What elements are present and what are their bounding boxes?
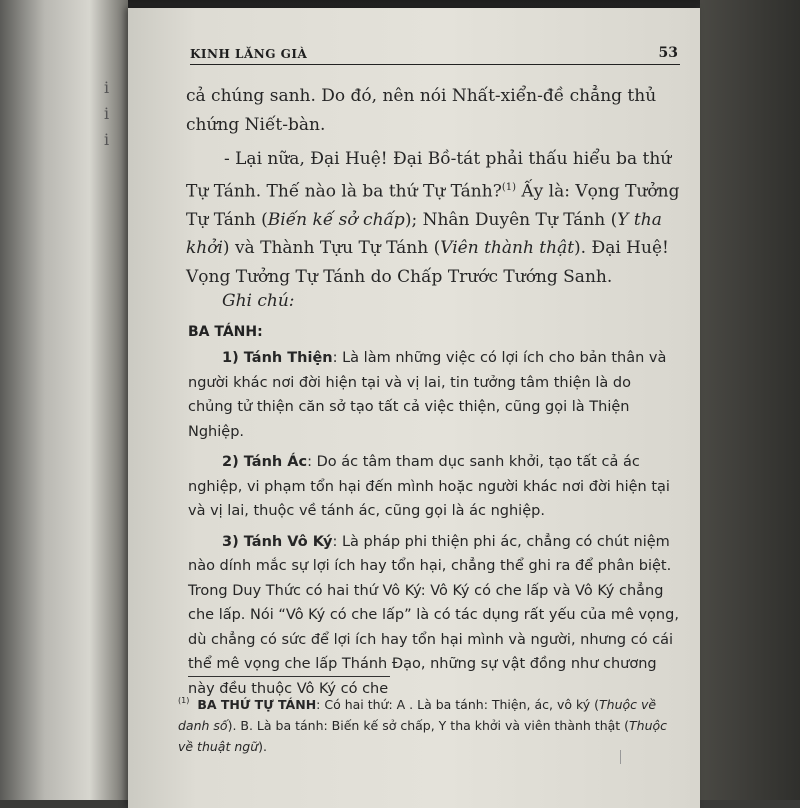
footnote-ref: (1): [501, 181, 516, 193]
footnote-text: ). B. Là ba tánh: Biến kế sở chấp, Y tha khởi và viên thành thật (: [227, 718, 630, 733]
section-heading: BA TÁNH:: [188, 324, 263, 340]
running-header: [190, 42, 680, 65]
edge-letter: i: [104, 104, 110, 123]
note-label: Ghi chú:: [222, 291, 295, 311]
note-term: 1) Tánh Thiện: [222, 350, 333, 366]
paragraph-2-text: ) và Thành Tựu Tự Tánh (: [222, 238, 441, 259]
note-term: 3) Tánh Vô Ký: [222, 533, 333, 550]
footnote-divider: [188, 676, 390, 677]
italic-term: Y tha khởi: [186, 209, 662, 259]
note-item: [188, 346, 680, 444]
adjacent-page-edge: [0, 0, 128, 800]
footnote-text: ).: [258, 739, 267, 754]
paragraph-2: [186, 145, 686, 291]
book-title: KINH LĂNG GIÀ: [190, 47, 308, 61]
note-text: : Do ác tâm tham dục sanh khởi, tạo tất cả ác nghiệp, vi phạm tổn hại đến mình hoặc người khác nơi đời hiện tại và vị lai, thuộc về tánh ác, cũng gọi là ác nghiệp.: [188, 454, 670, 519]
footnote-italic: Thuộc về danh số: [178, 697, 657, 733]
paragraph-2-text: - Lại nữa, Đại Huệ! Đại Bồ-tát phải thấu hiểu ba thứ Tự Tánh. Thế nào là ba thứ Tự Tánh?: [186, 149, 672, 202]
background-right: [700, 0, 800, 800]
note-item: [188, 450, 680, 524]
italic-term: Biến kế sở chấp: [267, 209, 405, 230]
edge-letter: i: [104, 78, 110, 97]
paragraph-2-text: ); Nhân Duyên Tự Tánh (: [404, 209, 618, 230]
notes-list: [188, 346, 680, 707]
main-text: [186, 82, 686, 291]
italic-term: Viên thành thật: [440, 238, 575, 259]
note-text: : Là pháp phi thiện phi ác, chẳng có chút niệm nào dính mắc sự lợi ích hay tổn hại, chẳng thể ghi ra để phân biệt. Trong Duy Thức có hai thứ Vô Ký: Vô Ký có che lấp và Vô Ký chẳng che lấp. Nói “Vô Ký có che lấp” là có tác dụng rất yếu của mê vọng, dù chẳng có sức để lợi ích hay tổn hại mình và người, nhưng có cái thể mê vọng che lấp Thánh Đạo, những sự vật đồng như chương này đều thuộc Vô Ký có che: [188, 533, 679, 697]
footnote-term: BA THỨ TỰ TÁNH: [197, 697, 317, 712]
edge-letter: i: [104, 130, 110, 149]
paragraph-2-text: Ấy là: Vọng Tưởng Tự Tánh (: [186, 181, 680, 230]
footnote-italic: Thuộc về thuật ngữ: [178, 718, 668, 754]
book-page: [128, 8, 700, 808]
note-text: : Là làm những việc có lợi ích cho bản thân và người khác nơi đời hiện tại và vị lai, tin tưởng tâm thiện là do chủng tử thiện căn sở tạo tất cả việc thiện, cũng gọi là Thiện Nghiệp.: [188, 350, 667, 440]
page-number: 53: [658, 45, 678, 61]
footnote-marker: (1): [178, 696, 190, 705]
paragraph-1: cả chúng sanh. Do đó, nên nói Nhất-xiển-đề chẳng thủ chứng Niết-bàn.: [186, 86, 657, 135]
paragraph-2-text: ). Đại Huệ! Vọng Tưởng Tự Tánh do Chấp Trước Tướng Sanh.: [186, 238, 669, 287]
page-mark: [620, 750, 621, 764]
footnote-text: : Có hai thứ: A . Là ba tánh: Thiện, ác, vô ký (: [316, 697, 600, 712]
note-term: 2) Tánh Ác: [222, 454, 308, 470]
footnote: [178, 690, 678, 757]
